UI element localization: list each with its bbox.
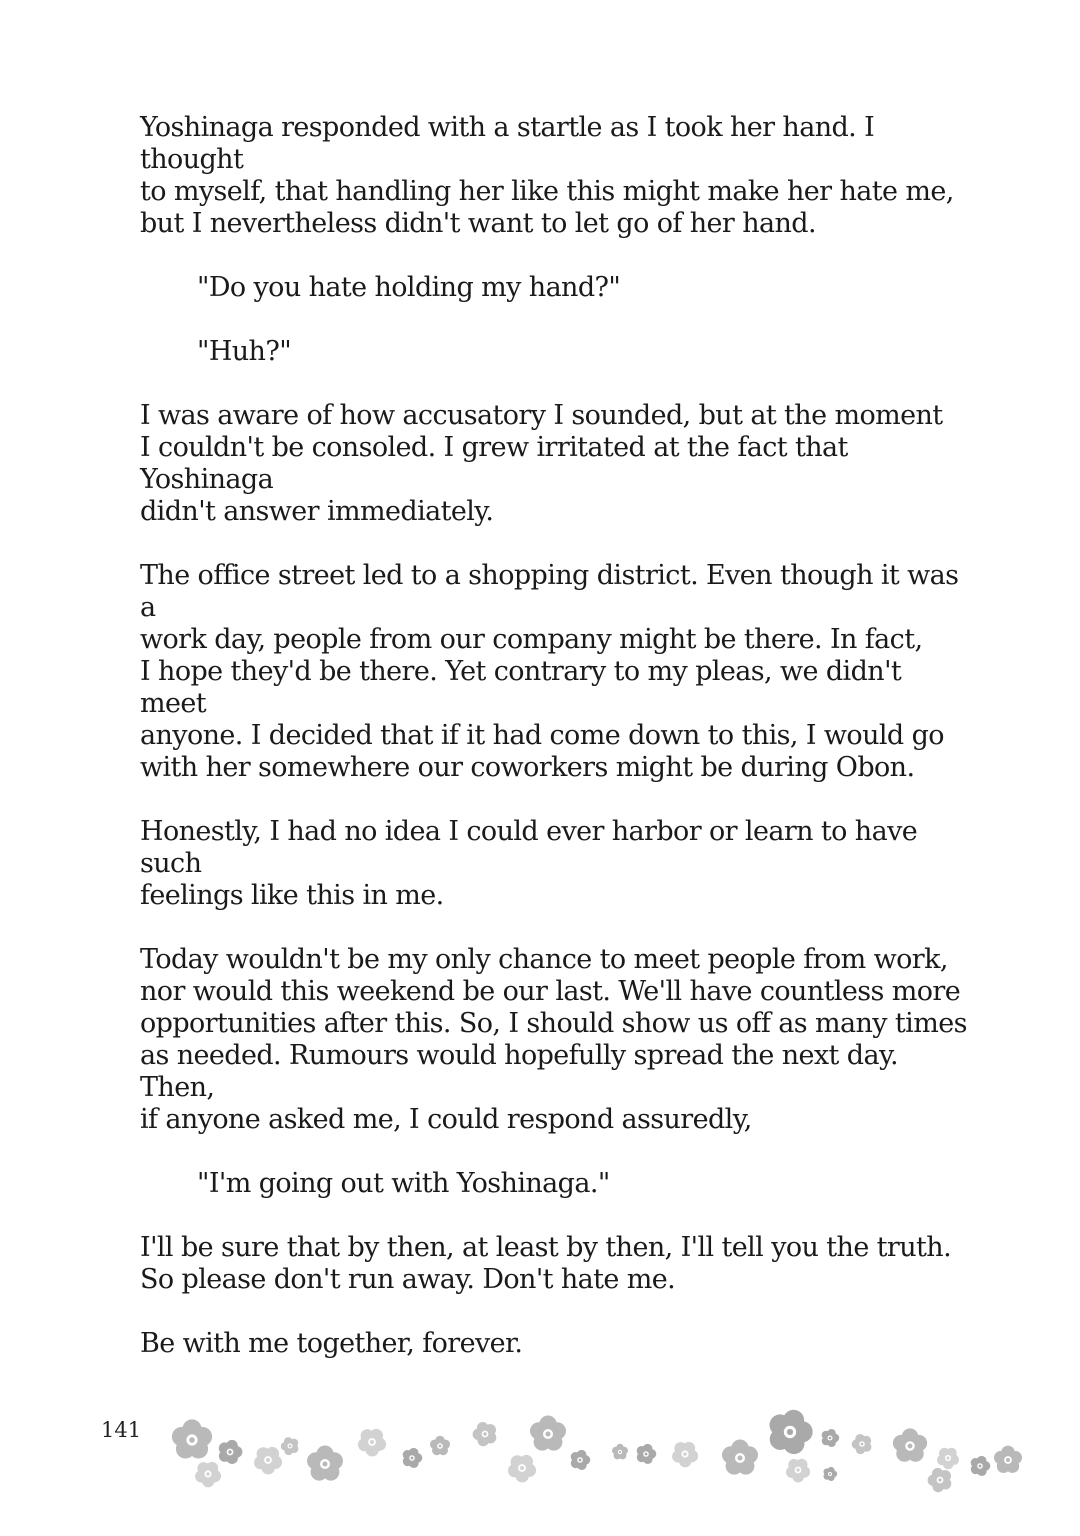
flower-icon bbox=[473, 1422, 497, 1446]
flower-icon bbox=[824, 1467, 838, 1481]
flower-icon bbox=[822, 1429, 840, 1447]
dialogue-line: "Do you hate holding my hand?" bbox=[197, 272, 621, 303]
flower-icon bbox=[994, 1446, 1022, 1473]
flower-icon bbox=[508, 1455, 536, 1483]
paragraph: Today wouldn't be my only chance to meet people from work, nor would this weekend be our last. We'll have countless more opportunities after this. So, I should show us off as many times as needed. Rumours would hopefully spread the next day. Then, if anyone asked me, I could respond assuredly, bbox=[140, 944, 967, 1135]
flower-icon bbox=[971, 1456, 991, 1476]
flower-icon bbox=[530, 1416, 566, 1451]
paragraph: The office street led to a shopping district. Even though it was a work day, people from our company might be there. In fact, I hope they'd be there. Yet contrary to my pleas, we didn't meet anyone. I decided that if it had come down to this, I would go with her somewhere our coworkers might be during Obon. bbox=[140, 560, 959, 783]
paragraph: I'll be sure that by then, at least by then, I'll tell you the truth. So please don't run away. Don't hate me. bbox=[140, 1232, 952, 1295]
page-number: 141 bbox=[101, 1418, 142, 1442]
flower-icon bbox=[770, 1410, 813, 1454]
dialogue-line: "Huh?" bbox=[197, 336, 292, 367]
flower-icon bbox=[786, 1459, 810, 1483]
paragraph: Be with me together, forever. bbox=[140, 1328, 523, 1359]
flower-icon bbox=[403, 1448, 423, 1468]
flower-icon bbox=[430, 1436, 450, 1456]
flower-icon bbox=[937, 1448, 959, 1470]
flower-icon bbox=[852, 1434, 872, 1454]
flower-icon bbox=[195, 1462, 221, 1487]
flower-icon bbox=[893, 1428, 927, 1461]
flower-icon bbox=[672, 1442, 698, 1467]
flower-icon bbox=[172, 1419, 212, 1458]
flower-icon bbox=[637, 1444, 657, 1464]
flower-icon bbox=[722, 1440, 758, 1475]
body-text bbox=[140, 112, 970, 1392]
flower-icon bbox=[928, 1468, 952, 1492]
dialogue-line: "I'm going out with Yoshinaga." bbox=[197, 1168, 610, 1199]
flower-icon bbox=[254, 1447, 282, 1475]
flower-icon bbox=[307, 1446, 343, 1481]
paragraph: I was aware of how accusatory I sounded, but at the moment I couldn't be consoled. I grew irritated at the fact that Yoshinaga didn't answer immediately. bbox=[140, 400, 943, 527]
flower-icon bbox=[219, 1440, 243, 1464]
flower-border-decoration bbox=[150, 1402, 1040, 1512]
paragraph: Honestly, I had no idea I could ever harbor or learn to have such feelings like this in me. bbox=[140, 816, 918, 911]
flower-icon bbox=[612, 1444, 628, 1460]
flower-icon bbox=[358, 1429, 386, 1457]
paragraph: Yoshinaga responded with a startle as I took her hand. I thought to myself, that handling her like this might make her hate me, but I nevertheless didn't want to let go of her hand. bbox=[140, 112, 954, 239]
flower-icon bbox=[281, 1437, 299, 1455]
flower-icon bbox=[571, 1450, 591, 1470]
